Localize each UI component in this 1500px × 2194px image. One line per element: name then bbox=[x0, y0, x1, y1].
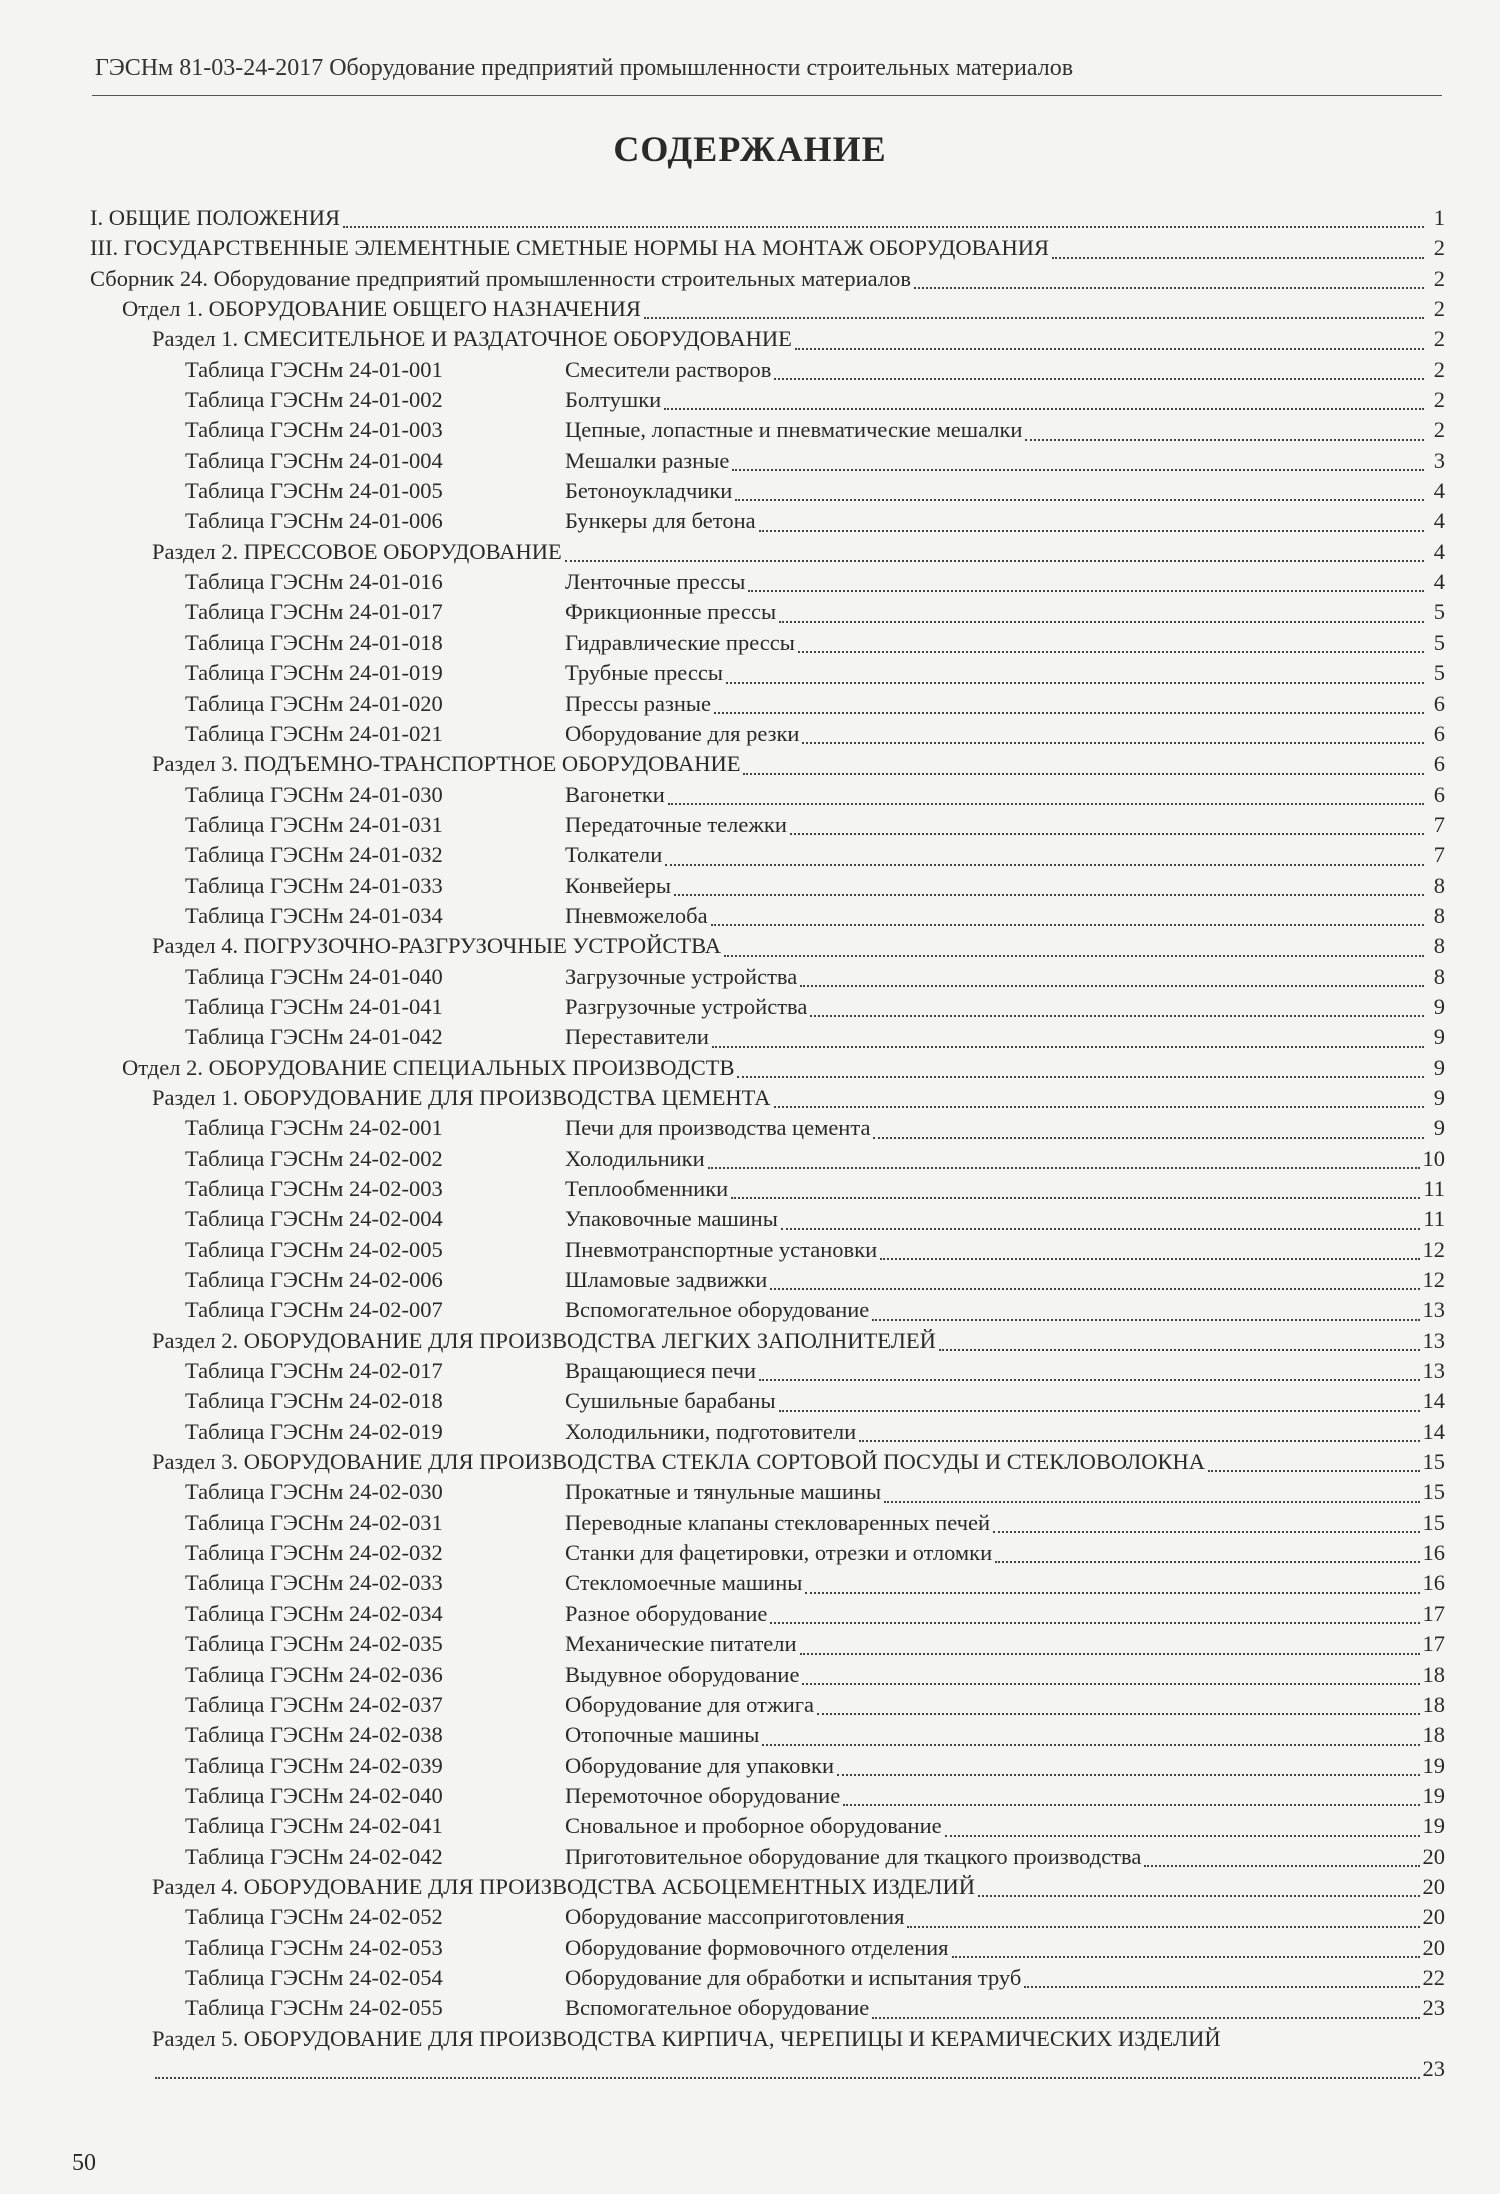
toc-entry-page: 5 bbox=[1433, 660, 1445, 686]
toc-entry-label: Отдел 1. ОБОРУДОВАНИЕ ОБЩЕГО НАЗНАЧЕНИЯ bbox=[122, 296, 641, 322]
toc-table-name: Холодильники bbox=[565, 1145, 705, 1171]
toc-entry[interactable] bbox=[90, 537, 1445, 567]
dot-leader bbox=[665, 842, 1424, 866]
toc-entry-page: 6 bbox=[1433, 720, 1445, 746]
dot-leader bbox=[800, 963, 1424, 987]
dot-leader bbox=[565, 538, 1424, 562]
dot-leader bbox=[800, 1631, 1420, 1655]
toc-table-name: Разгрузочные устройства bbox=[565, 993, 808, 1019]
toc-entry-page: 15 bbox=[1422, 1479, 1445, 1505]
toc-entry[interactable] bbox=[90, 749, 1445, 779]
dot-leader bbox=[798, 629, 1424, 653]
dot-leader bbox=[939, 1327, 1420, 1351]
toc-table-code: Таблица ГЭСНм 24-02-033 bbox=[185, 1570, 443, 1596]
dot-leader bbox=[644, 295, 1424, 319]
toc-entry-label: Отдел 2. ОБОРУДОВАНИЕ СПЕЦИАЛЬНЫХ ПРОИЗВОДСТВ bbox=[122, 1054, 735, 1080]
toc-table-code: Таблица ГЭСНм 24-02-018 bbox=[185, 1388, 443, 1414]
toc-table-code: Таблица ГЭСНм 24-01-032 bbox=[185, 842, 443, 868]
toc-table-name: Прессы разные bbox=[565, 690, 712, 716]
toc-table-code: Таблица ГЭСНм 24-02-007 bbox=[185, 1297, 443, 1323]
toc-table-code: Таблица ГЭСНм 24-02-031 bbox=[185, 1509, 443, 1535]
toc-table-name: Разное оборудование bbox=[565, 1600, 768, 1626]
dot-leader bbox=[779, 599, 1424, 623]
toc-entry-label: Раздел 3. ПОДЪЕМНО-ТРАНСПОРТНОЕ ОБОРУДОВАНИЕ bbox=[152, 751, 741, 777]
toc-table-code: Таблица ГЭСНм 24-02-054 bbox=[185, 1964, 443, 1990]
toc-table-code: Таблица ГЭСНм 24-02-053 bbox=[185, 1934, 443, 1960]
toc-entry-page: 11 bbox=[1423, 1206, 1445, 1232]
toc-table-code: Таблица ГЭСНм 24-02-039 bbox=[185, 1752, 443, 1778]
toc-entry-page: 20 bbox=[1422, 1934, 1445, 1960]
toc-table-name: Вспомогательное оборудование bbox=[565, 1995, 870, 2021]
toc-table-name: Отопочные машины bbox=[565, 1722, 760, 1748]
dot-leader bbox=[779, 1388, 1420, 1412]
toc-entry-page: 3 bbox=[1433, 447, 1445, 473]
toc-entry-page: 10 bbox=[1422, 1145, 1445, 1171]
toc-entry-page: 8 bbox=[1433, 963, 1445, 989]
toc-table-name: Оборудование для упаковки bbox=[565, 1752, 835, 1778]
toc-table-code: Таблица ГЭСНм 24-02-052 bbox=[185, 1904, 443, 1930]
dot-leader bbox=[748, 568, 1424, 592]
toc-entry-continuation bbox=[90, 2054, 1445, 2084]
toc-table-entry[interactable] bbox=[90, 355, 1445, 385]
toc-table-code: Таблица ГЭСНм 24-01-006 bbox=[185, 508, 443, 534]
dot-leader bbox=[880, 1236, 1419, 1260]
toc-table-entry[interactable] bbox=[90, 1356, 1445, 1386]
toc-table-entry[interactable] bbox=[90, 1933, 1445, 1963]
toc-entry-page: 5 bbox=[1433, 599, 1445, 625]
dot-leader bbox=[802, 720, 1424, 744]
toc-table-entry[interactable] bbox=[90, 1842, 1445, 1872]
toc-table-entry[interactable] bbox=[90, 1265, 1445, 1295]
toc-table-entry[interactable] bbox=[90, 1568, 1445, 1598]
toc-entry-page: 19 bbox=[1422, 1782, 1445, 1808]
toc-entry-page: 9 bbox=[1433, 1084, 1445, 1110]
toc-entry[interactable] bbox=[90, 324, 1445, 354]
toc-entry-page: 2 bbox=[1433, 235, 1445, 261]
toc-table-entry[interactable] bbox=[90, 476, 1445, 506]
toc-table-entry[interactable] bbox=[90, 658, 1445, 688]
toc-table-entry[interactable] bbox=[90, 810, 1445, 840]
toc-table-entry[interactable] bbox=[90, 1629, 1445, 1659]
dot-leader bbox=[859, 1418, 1419, 1442]
toc-table-name: Холодильники, подготовители bbox=[565, 1418, 857, 1444]
toc-entry[interactable] bbox=[90, 1083, 1445, 1113]
toc-table-name: Смесители растворов bbox=[565, 356, 772, 382]
dot-leader bbox=[873, 1115, 1424, 1139]
toc-table-name: Вагонетки bbox=[565, 781, 665, 807]
toc-table-entry[interactable] bbox=[90, 1751, 1445, 1781]
toc-table-code: Таблица ГЭСНм 24-01-031 bbox=[185, 811, 443, 837]
toc-table-entry[interactable] bbox=[90, 719, 1445, 749]
toc-table-name: Цепные, лопастные и пневматические мешалки bbox=[565, 417, 1023, 443]
toc-entry-page: 14 bbox=[1422, 1418, 1445, 1444]
toc-table-code: Таблица ГЭСНм 24-02-006 bbox=[185, 1267, 443, 1293]
toc-table-name: Оборудование массоприготовления bbox=[565, 1904, 905, 1930]
dot-leader bbox=[735, 477, 1424, 501]
toc-table-code: Таблица ГЭСНм 24-02-017 bbox=[185, 1358, 443, 1384]
toc-table-name: Бетоноукладчики bbox=[565, 478, 733, 504]
toc-entry-page: 20 bbox=[1422, 1873, 1445, 1899]
toc-entry-label: Раздел 1. СМЕСИТЕЛЬНОЕ И РАЗДАТОЧНОЕ ОБОРУДОВАНИЕ bbox=[152, 326, 792, 352]
toc-entry-page: 8 bbox=[1433, 872, 1445, 898]
toc-entry-page: 12 bbox=[1422, 1267, 1445, 1293]
toc-entry-page: 4 bbox=[1433, 508, 1445, 534]
toc-table-entry[interactable] bbox=[90, 1386, 1445, 1416]
toc-table-entry[interactable] bbox=[90, 1417, 1445, 1447]
toc-table-name: Оборудование для отжига bbox=[565, 1691, 814, 1717]
toc-entry-page: 16 bbox=[1422, 1540, 1445, 1566]
toc-table-name: Мешалки разные bbox=[565, 447, 730, 473]
toc-table-code: Таблица ГЭСНм 24-01-030 bbox=[185, 781, 443, 807]
toc-table-code: Таблица ГЭСНм 24-02-055 bbox=[185, 1995, 443, 2021]
dot-leader bbox=[781, 1206, 1420, 1230]
toc-table-entry[interactable] bbox=[90, 1508, 1445, 1538]
dot-leader bbox=[737, 1054, 1424, 1078]
toc-entry-page: 13 bbox=[1422, 1327, 1445, 1353]
toc-entry[interactable] bbox=[90, 1053, 1445, 1083]
dot-leader bbox=[668, 781, 1424, 805]
dot-leader bbox=[907, 1904, 1419, 1928]
toc-entry-page: 20 bbox=[1422, 1843, 1445, 1869]
toc-table-name: Шламовые задвижки bbox=[565, 1267, 768, 1293]
toc-entry[interactable] bbox=[90, 294, 1445, 324]
toc-entry-page: 1 bbox=[1433, 205, 1445, 230]
toc-table-code: Таблица ГЭСНм 24-01-003 bbox=[185, 417, 443, 443]
toc-entry-page: 18 bbox=[1422, 1691, 1445, 1717]
dot-leader bbox=[770, 1600, 1419, 1624]
dot-leader bbox=[817, 1691, 1420, 1715]
dot-leader bbox=[762, 1722, 1419, 1746]
dot-leader bbox=[872, 1297, 1419, 1321]
dot-leader bbox=[843, 1782, 1419, 1806]
dot-leader bbox=[805, 1570, 1419, 1594]
toc-table-name: Загрузочные устройства bbox=[565, 963, 798, 989]
dot-leader bbox=[795, 326, 1424, 350]
toc-entry-page: 7 bbox=[1433, 811, 1445, 837]
toc-table-name: Упаковочные машины bbox=[565, 1206, 778, 1232]
toc-table-code: Таблица ГЭСНм 24-02-001 bbox=[185, 1115, 443, 1141]
toc-entry[interactable] bbox=[90, 203, 1445, 233]
toc-entry[interactable] bbox=[90, 931, 1445, 961]
toc-table-entry[interactable] bbox=[90, 780, 1445, 810]
dot-leader bbox=[712, 1024, 1424, 1048]
toc-table-code: Таблица ГЭСНм 24-02-034 bbox=[185, 1600, 443, 1626]
toc-entry-page: 6 bbox=[1433, 781, 1445, 807]
toc-entry-page: 12 bbox=[1422, 1236, 1445, 1262]
dot-leader bbox=[952, 1934, 1420, 1958]
toc-table-code: Таблица ГЭСНм 24-01-002 bbox=[185, 387, 443, 413]
toc-entry-page: 9 bbox=[1433, 1024, 1445, 1050]
toc-table-name: Передаточные тележки bbox=[565, 811, 787, 837]
toc-entry-page: 14 bbox=[1422, 1388, 1445, 1414]
toc-entry[interactable] bbox=[90, 1326, 1445, 1356]
toc-table-name: Приготовительное оборудование для ткацкого производства bbox=[565, 1843, 1142, 1869]
toc-table-entry[interactable] bbox=[90, 992, 1445, 1022]
toc-entry-page: 2 bbox=[1433, 296, 1445, 322]
toc-entry-page: 6 bbox=[1433, 751, 1445, 777]
dot-leader bbox=[674, 872, 1424, 896]
dot-leader bbox=[1025, 417, 1424, 441]
toc-entry-page: 4 bbox=[1433, 478, 1445, 504]
toc-table-entry[interactable] bbox=[90, 962, 1445, 992]
toc-entry-page: 5 bbox=[1433, 629, 1445, 655]
toc-entry-page: 18 bbox=[1422, 1722, 1445, 1748]
toc-table-entry[interactable] bbox=[90, 1204, 1445, 1234]
toc-table-code: Таблица ГЭСНм 24-02-019 bbox=[185, 1418, 443, 1444]
toc-entry[interactable] bbox=[90, 233, 1445, 263]
toc-table-name: Трубные прессы bbox=[565, 660, 723, 686]
toc-entry-label: Раздел 2. ОБОРУДОВАНИЕ ДЛЯ ПРОИЗВОДСТВА ЛЕГКИХ ЗАПОЛНИТЕЛЕЙ bbox=[152, 1327, 936, 1353]
toc-entry-label: Сборник 24. Оборудование предприятий промышленности строительных материалов bbox=[90, 265, 911, 291]
dot-leader bbox=[1052, 235, 1424, 259]
dot-leader bbox=[993, 1509, 1419, 1533]
toc-entry-page: 11 bbox=[1423, 1176, 1445, 1201]
header-rule bbox=[92, 95, 1442, 96]
toc-entry-label: Раздел 2. ПРЕССОВОЕ ОБОРУДОВАНИЕ bbox=[152, 538, 562, 564]
toc-entry[interactable] bbox=[90, 264, 1445, 294]
running-header: ГЭСНм 81-03-24-2017 Оборудование предприятий промышленности строительных материалов bbox=[95, 55, 1074, 81]
dot-leader bbox=[759, 1357, 1419, 1381]
toc-entry[interactable] bbox=[90, 1447, 1445, 1477]
toc-table-code: Таблица ГЭСНм 24-02-002 bbox=[185, 1145, 443, 1171]
toc-table-entry[interactable] bbox=[90, 1781, 1445, 1811]
toc-table-entry[interactable] bbox=[90, 446, 1445, 476]
toc-entry-page: 8 bbox=[1433, 933, 1445, 959]
toc-entry-page: 20 bbox=[1422, 1904, 1445, 1930]
toc-table-code: Таблица ГЭСНм 24-02-032 bbox=[185, 1540, 443, 1566]
toc-entry-page: 23 bbox=[1422, 2055, 1445, 2081]
toc-table-entry[interactable] bbox=[90, 1477, 1445, 1507]
toc-entry-page: 15 bbox=[1422, 1449, 1445, 1475]
toc-table-entry[interactable] bbox=[90, 1599, 1445, 1629]
toc-table-code: Таблица ГЭСНм 24-01-016 bbox=[185, 569, 443, 595]
toc-table-name: Пневмотранспортные установки bbox=[565, 1236, 878, 1262]
dot-leader bbox=[810, 993, 1424, 1017]
toc-table-code: Таблица ГЭСНм 24-02-041 bbox=[185, 1813, 443, 1839]
toc-table-name: Прокатные и тянульные машины bbox=[565, 1479, 882, 1505]
toc-table-name: Конвейеры bbox=[565, 872, 672, 898]
toc-table-code: Таблица ГЭСНм 24-01-001 bbox=[185, 356, 443, 382]
dot-leader bbox=[664, 386, 1424, 410]
toc-table-code: Таблица ГЭСНм 24-02-005 bbox=[185, 1236, 443, 1262]
toc-table-name: Выдувное оборудование bbox=[565, 1661, 800, 1687]
toc-table-name: Болтушки bbox=[565, 387, 662, 413]
dot-leader bbox=[1144, 1843, 1419, 1867]
toc-table-name: Фрикционные прессы bbox=[565, 599, 777, 625]
toc-entry[interactable] bbox=[90, 2024, 1445, 2054]
toc-table-name: Печи для производства цемента bbox=[565, 1115, 871, 1141]
toc-table-name: Толкатели bbox=[565, 842, 663, 868]
dot-leader bbox=[837, 1752, 1419, 1776]
dot-leader bbox=[759, 508, 1424, 532]
toc-table-entry[interactable] bbox=[90, 628, 1445, 658]
toc-entry[interactable] bbox=[90, 1872, 1445, 1902]
toc-table-code: Таблица ГЭСНм 24-01-042 bbox=[185, 1024, 443, 1050]
toc-table-code: Таблица ГЭСНм 24-02-004 bbox=[185, 1206, 443, 1232]
toc-entry-page: 13 bbox=[1422, 1358, 1445, 1384]
toc-table-code: Таблица ГЭСНм 24-01-034 bbox=[185, 902, 443, 928]
toc-table-name: Гидравлические прессы bbox=[565, 629, 795, 655]
toc-table-entry[interactable] bbox=[90, 1720, 1445, 1750]
dot-leader bbox=[872, 1995, 1419, 2019]
toc-table-entry[interactable] bbox=[90, 689, 1445, 719]
toc-table-name: Оборудование для обработки и испытания труб bbox=[565, 1964, 1022, 1990]
toc-entry-label: Раздел 3. ОБОРУДОВАНИЕ ДЛЯ ПРОИЗВОДСТВА СТЕКЛА СОРТОВОЙ ПОСУДЫ И СТЕКЛОВОЛОКНА bbox=[152, 1449, 1205, 1475]
toc-entry-page: 2 bbox=[1433, 417, 1445, 443]
dot-leader bbox=[724, 933, 1424, 957]
toc-table-entry[interactable] bbox=[90, 1235, 1445, 1265]
page-title: СОДЕРЖАНИЕ bbox=[613, 129, 887, 169]
toc-entry-page: 13 bbox=[1422, 1297, 1445, 1323]
toc-table-code: Таблица ГЭСНм 24-01-019 bbox=[185, 660, 443, 686]
dot-leader bbox=[790, 811, 1424, 835]
dot-leader bbox=[343, 204, 1424, 228]
toc-entry-page: 19 bbox=[1422, 1813, 1445, 1839]
dot-leader bbox=[774, 356, 1424, 380]
toc-entry-page: 4 bbox=[1433, 569, 1445, 595]
dot-leader bbox=[711, 902, 1424, 926]
toc-table-name: Оборудование для резки bbox=[565, 720, 800, 746]
toc-entry-page: 17 bbox=[1422, 1600, 1445, 1626]
toc-table-code: Таблица ГЭСНм 24-02-038 bbox=[185, 1722, 443, 1748]
toc-table-entry[interactable] bbox=[90, 1811, 1445, 1841]
toc-table-entry[interactable] bbox=[90, 901, 1445, 931]
toc-entry-label: Раздел 4. ПОГРУЗОЧНО-РАЗГРУЗОЧНЫЕ УСТРОЙСТВА bbox=[152, 933, 722, 959]
toc-table-code: Таблица ГЭСНм 24-01-021 bbox=[185, 720, 443, 746]
dot-leader bbox=[945, 1813, 1420, 1837]
dot-leader bbox=[774, 1084, 1424, 1108]
toc-table-name: Стекломоечные машины bbox=[565, 1570, 803, 1596]
dot-leader bbox=[726, 660, 1424, 684]
toc-entry-page: 4 bbox=[1433, 538, 1445, 564]
toc-entry-page: 2 bbox=[1433, 265, 1445, 291]
toc-table-code: Таблица ГЭСНм 24-01-018 bbox=[185, 629, 443, 655]
toc-table-name: Перемоточное оборудование bbox=[565, 1782, 841, 1808]
toc-table-name: Оборудование формовочного отделения bbox=[565, 1934, 949, 1960]
toc-table-code: Таблица ГЭСНм 24-01-005 bbox=[185, 478, 443, 504]
toc-table-entry[interactable] bbox=[90, 567, 1445, 597]
toc-table-code: Таблица ГЭСНм 24-01-041 bbox=[185, 993, 443, 1019]
toc-table-name: Бункеры для бетона bbox=[565, 508, 756, 534]
toc-table-entry[interactable] bbox=[90, 1538, 1445, 1568]
toc-entry-page: 18 bbox=[1422, 1661, 1445, 1687]
toc-entry-label: III. ГОСУДАРСТВЕННЫЕ ЭЛЕМЕНТНЫЕ СМЕТНЫЕ НОРМЫ НА МОНТАЖ ОБОРУДОВАНИЯ bbox=[90, 235, 1049, 261]
dot-leader bbox=[708, 1145, 1420, 1169]
toc-entry-page: 9 bbox=[1433, 993, 1445, 1019]
toc-table-entry[interactable] bbox=[90, 1993, 1445, 2023]
toc-table-name: Вращающиеся печи bbox=[565, 1358, 757, 1384]
dot-leader bbox=[884, 1479, 1419, 1503]
toc-entry-page: 22 bbox=[1422, 1964, 1445, 1990]
dot-leader bbox=[995, 1539, 1419, 1563]
toc-entry-page: 9 bbox=[1433, 1054, 1445, 1080]
toc-table-name: Пневможелоба bbox=[565, 902, 708, 928]
toc-table-code: Таблица ГЭСНм 24-02-030 bbox=[185, 1479, 443, 1505]
toc-table-entry[interactable] bbox=[90, 415, 1445, 445]
dot-leader bbox=[1024, 1964, 1419, 1988]
toc-table-code: Таблица ГЭСНм 24-01-004 bbox=[185, 447, 443, 473]
dot-leader bbox=[714, 690, 1424, 714]
toc-entry-page: 2 bbox=[1433, 356, 1445, 382]
toc-entry-page: 15 bbox=[1422, 1509, 1445, 1535]
toc-table-name: Теплообменники bbox=[565, 1176, 729, 1201]
toc-table-code: Таблица ГЭСНм 24-01-017 bbox=[185, 599, 443, 625]
toc-table-code: Таблица ГЭСНм 24-01-040 bbox=[185, 963, 443, 989]
toc-entry-page: 19 bbox=[1422, 1752, 1445, 1778]
dot-leader bbox=[732, 447, 1424, 471]
toc-table-entry[interactable] bbox=[90, 1174, 1445, 1204]
toc-entry-page: 7 bbox=[1433, 842, 1445, 868]
toc-table-name: Сушильные барабаны bbox=[565, 1388, 776, 1414]
toc-table-code: Таблица ГЭСНм 24-02-037 bbox=[185, 1691, 443, 1717]
toc-table-name: Сновальное и проборное оборудование bbox=[565, 1813, 942, 1839]
toc-table-code: Таблица ГЭСНм 24-02-035 bbox=[185, 1631, 443, 1657]
toc-table-name: Станки для фацетировки, отрезки и отломки bbox=[565, 1540, 993, 1566]
dot-leader bbox=[978, 1873, 1419, 1897]
toc-table-code: Таблица ГЭСНм 24-02-036 bbox=[185, 1661, 443, 1687]
toc-entry-label: I. ОБЩИЕ ПОЛОЖЕНИЯ bbox=[90, 205, 340, 230]
toc-table-name: Вспомогательное оборудование bbox=[565, 1297, 870, 1323]
toc-table-entry[interactable] bbox=[90, 1963, 1445, 1993]
toc-table-entry[interactable] bbox=[90, 1690, 1445, 1720]
dot-leader bbox=[155, 2055, 1420, 2079]
toc-table-entry[interactable] bbox=[90, 506, 1445, 536]
toc-table-entry[interactable] bbox=[90, 871, 1445, 901]
toc-table-entry[interactable] bbox=[90, 840, 1445, 870]
toc-table-code: Таблица ГЭСНм 24-02-040 bbox=[185, 1782, 443, 1808]
dot-leader bbox=[743, 751, 1424, 775]
toc-entry-page: 2 bbox=[1433, 326, 1445, 352]
dot-leader bbox=[1208, 1448, 1420, 1472]
toc-entry-label: Раздел 5. ОБОРУДОВАНИЕ ДЛЯ ПРОИЗВОДСТВА КИРПИЧА, ЧЕРЕПИЦЫ И КЕРАМИЧЕСКИХ ИЗДЕЛИЙ bbox=[152, 2025, 1221, 2051]
toc-entry-page: 17 bbox=[1422, 1631, 1445, 1657]
toc-table-entry[interactable] bbox=[90, 1022, 1445, 1052]
toc-table-code: Таблица ГЭСНм 24-02-003 bbox=[185, 1176, 443, 1201]
toc-table-code: Таблица ГЭСНм 24-02-042 bbox=[185, 1843, 443, 1869]
toc-table-entry[interactable] bbox=[90, 1660, 1445, 1690]
page-number: 50 bbox=[72, 2150, 96, 2176]
toc-table-entry[interactable] bbox=[90, 1902, 1445, 1932]
toc-table-entry[interactable] bbox=[90, 1295, 1445, 1325]
toc-entry-label: Раздел 1. ОБОРУДОВАНИЕ ДЛЯ ПРОИЗВОДСТВА ЦЕМЕНТА bbox=[152, 1084, 771, 1110]
toc-entry-page: 8 bbox=[1433, 902, 1445, 928]
dot-leader bbox=[770, 1266, 1419, 1290]
toc-table-name: Механические питатели bbox=[565, 1631, 797, 1657]
dot-leader bbox=[914, 265, 1424, 289]
toc-entry-label: Раздел 4. ОБОРУДОВАНИЕ ДЛЯ ПРОИЗВОДСТВА АСБОЦЕМЕНТНЫХ ИЗДЕЛИЙ bbox=[152, 1873, 976, 1899]
toc-table-name: Переводные клапаны стекловаренных печей bbox=[565, 1509, 991, 1535]
toc-table-code: Таблица ГЭСНм 24-01-020 bbox=[185, 690, 443, 716]
toc-entry-page: 16 bbox=[1422, 1570, 1445, 1596]
dot-leader bbox=[731, 1175, 1420, 1199]
toc-entry-page: 23 bbox=[1422, 1995, 1445, 2021]
toc-table-name: Переставители bbox=[565, 1024, 709, 1050]
toc-entry-page: 2 bbox=[1433, 387, 1445, 413]
toc-table-entry[interactable] bbox=[90, 597, 1445, 627]
toc-table-entry[interactable] bbox=[90, 1113, 1445, 1143]
toc-table-entry[interactable] bbox=[90, 385, 1445, 415]
toc-table-entry[interactable] bbox=[90, 1144, 1445, 1174]
toc-table-name: Ленточные прессы bbox=[565, 569, 746, 595]
dot-leader bbox=[802, 1661, 1419, 1685]
table-of-contents bbox=[90, 203, 1445, 2084]
toc-table-code: Таблица ГЭСНм 24-01-033 bbox=[185, 872, 443, 898]
toc-entry-page: 9 bbox=[1433, 1115, 1445, 1141]
toc-entry-page: 6 bbox=[1433, 690, 1445, 716]
